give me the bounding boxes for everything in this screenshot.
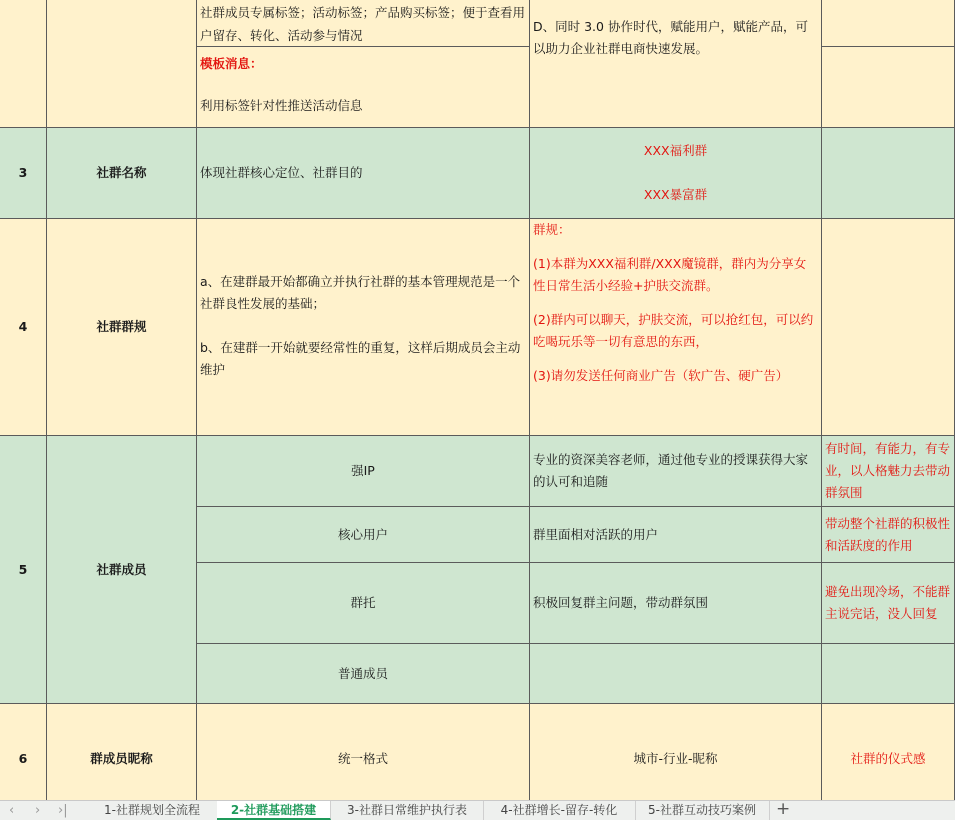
cell-member-desc[interactable] bbox=[530, 563, 822, 644]
row-number: 5 bbox=[18, 561, 28, 577]
cell-row2-tags[interactable] bbox=[197, 0, 530, 47]
cell-row2-name[interactable] bbox=[47, 0, 197, 128]
tab-sheet-5[interactable]: 5-社群互动技巧案例 bbox=[635, 801, 770, 820]
cell-member-note[interactable] bbox=[822, 436, 955, 507]
tab-sheet-4[interactable]: 4-社群增长-留存-转化 bbox=[483, 801, 636, 820]
cell-member-note[interactable] bbox=[822, 644, 955, 704]
tab-sheet-3[interactable]: 3-社群日常维护执行表 bbox=[331, 801, 484, 820]
cell-row2-note-a[interactable] bbox=[822, 0, 955, 47]
member-type: 普通成员 bbox=[337, 665, 388, 681]
sheet-tab-bar bbox=[0, 800, 955, 820]
item-name: 群成员昵称 bbox=[90, 750, 153, 766]
cell-row3-desc[interactable] bbox=[197, 128, 530, 219]
member-note: 避免出现冷场，不能群主说完话，没人回复 bbox=[825, 584, 951, 621]
cell-member-desc[interactable] bbox=[530, 507, 822, 563]
member-type: 核心用户 bbox=[337, 526, 388, 542]
cell-member-desc[interactable] bbox=[530, 436, 822, 507]
add-sheet-icon[interactable]: + bbox=[776, 799, 791, 819]
cell-row4-num[interactable] bbox=[0, 219, 47, 436]
member-desc: 专业的资深美容老师，通过他专业的授课获得大家的认可和追随 bbox=[533, 452, 809, 489]
item-name: 社群名称 bbox=[96, 165, 147, 180]
cell-member-type[interactable] bbox=[197, 644, 530, 704]
rule-2: (2)群内可以聊天，护肤交流，可以抢红包，可以约吃喝玩乐等一切有意思的东西， bbox=[533, 312, 814, 349]
next-sheet-icon[interactable]: › bbox=[35, 803, 41, 818]
template-text: 利用标签针对性推送活动信息 bbox=[200, 98, 363, 113]
cell-member-type[interactable] bbox=[197, 507, 530, 563]
member-note: 带动整个社群的积极性和活跃度的作用 bbox=[825, 515, 951, 553]
cell-row3-name[interactable] bbox=[47, 128, 197, 219]
rule-1: (1)本群为XXX福利群/XXX魔镜群，群内为分享女性日常生活小经验+护肤交流群。 bbox=[533, 256, 807, 293]
cell-row3-num[interactable] bbox=[0, 128, 47, 219]
cell-row6-sub[interactable] bbox=[197, 704, 530, 800]
summary-text: D、同时 3.0 协作时代，赋能用户，赋能产品，可以助力企业社群电商快速发展。 bbox=[533, 19, 808, 56]
member-type: 强IP bbox=[351, 463, 375, 478]
cell-row2-summary[interactable] bbox=[530, 0, 822, 128]
item-name: 社群成员 bbox=[96, 561, 147, 577]
row-number: 6 bbox=[18, 750, 28, 766]
nickname-note: 社群的仪式感 bbox=[850, 750, 926, 766]
tags-text: 社群成员专属标签；活动标签；产品购买标签；便于查看用户留存、转化、活动参与情况 bbox=[200, 5, 526, 43]
cell-row4-name[interactable] bbox=[47, 219, 197, 436]
last-sheet-icon[interactable]: ›| bbox=[58, 803, 68, 818]
cell-row2-num[interactable] bbox=[0, 0, 47, 128]
cell-row6-num[interactable] bbox=[0, 704, 47, 800]
cell-member-type[interactable] bbox=[197, 563, 530, 644]
cell-member-note[interactable] bbox=[822, 507, 955, 563]
cell-member-type[interactable] bbox=[197, 436, 530, 507]
cell-member-desc[interactable] bbox=[530, 644, 822, 704]
member-note: 有时间，有能力，有专业，以人格魅力去带动群氛围 bbox=[825, 441, 951, 500]
tab-sheet-1[interactable]: 1-社群规划全流程 bbox=[87, 801, 218, 820]
cell-row4-desc[interactable] bbox=[197, 219, 530, 436]
cell-row5-num[interactable] bbox=[0, 436, 47, 704]
item-description: 体现社群核心定位、社群目的 bbox=[200, 165, 363, 180]
cell-row6-note[interactable] bbox=[822, 704, 955, 800]
cell-row2-template[interactable] bbox=[197, 47, 530, 128]
cell-row6-desc[interactable] bbox=[530, 704, 822, 800]
cell-row4-note[interactable] bbox=[822, 219, 955, 436]
tab-sheet-2[interactable]: 2-社群基础搭建 bbox=[217, 801, 331, 820]
template-label: 模板消息： bbox=[200, 56, 263, 71]
row-number: 3 bbox=[18, 165, 28, 180]
member-type: 群托 bbox=[350, 595, 376, 610]
desc-a: a、在建群最开始都确立并执行社群的基本管理规范是一个社群良性发展的基础； bbox=[200, 274, 521, 311]
item-name: 社群群规 bbox=[96, 319, 147, 334]
member-desc: 群里面相对活跃的用户 bbox=[533, 526, 659, 542]
cell-row5-name[interactable] bbox=[47, 436, 197, 704]
example-name-2: XXX暴富群 bbox=[643, 187, 708, 202]
rules-title: 群规： bbox=[533, 222, 571, 237]
nickname-rule: 统一格式 bbox=[337, 750, 388, 766]
rule-3: (3)请勿发送任何商业广告（软广告、硬广告） bbox=[533, 368, 789, 383]
cell-row4-rules[interactable] bbox=[530, 219, 822, 436]
desc-b: b、在建群一开始就要经常性的重复，这样后期成员会主动维护 bbox=[200, 340, 521, 377]
nickname-format: 城市-行业-昵称 bbox=[633, 750, 718, 766]
cell-member-note[interactable] bbox=[822, 563, 955, 644]
example-name-1: XXX福利群 bbox=[643, 143, 708, 158]
cell-row2-note-b[interactable] bbox=[822, 47, 955, 128]
cell-row6-name[interactable] bbox=[47, 704, 197, 800]
prev-sheet-icon[interactable]: ‹ bbox=[9, 803, 15, 818]
cell-row3-note[interactable] bbox=[822, 128, 955, 219]
row-number: 4 bbox=[18, 319, 28, 334]
cell-row3-examples[interactable] bbox=[530, 128, 822, 219]
member-desc: 积极回复群主问题，带动群氛围 bbox=[533, 595, 709, 610]
